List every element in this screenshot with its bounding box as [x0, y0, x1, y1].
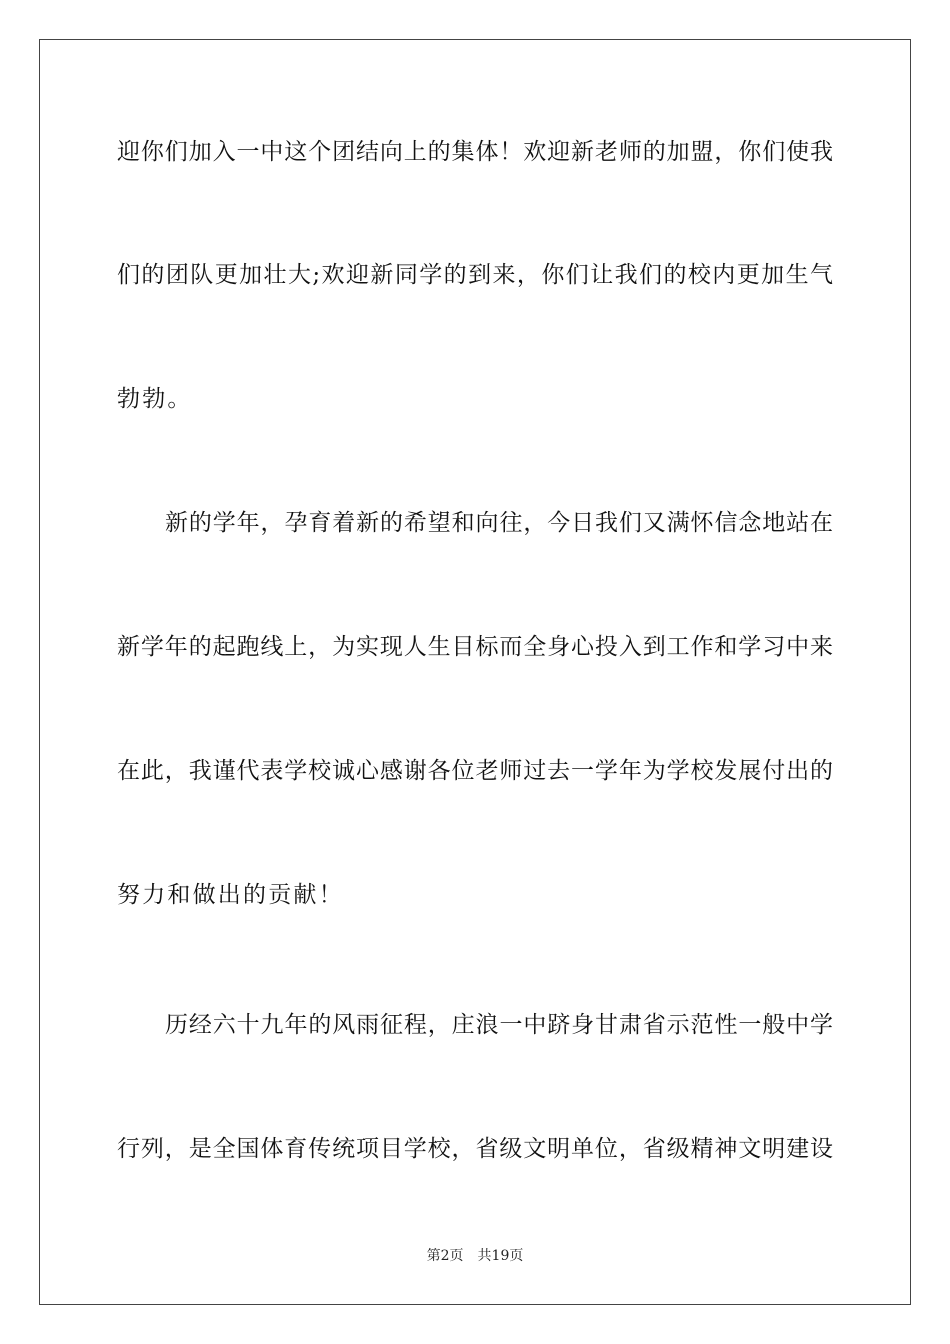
paragraph-line: 历经六十九年的风雨征程，庄浪一中跻身甘肃省示范性一般中学 — [165, 1012, 833, 1038]
paragraph-line: 迎你们加入一中这个团结向上的集体！欢迎新老师的加盟，你们使我 — [117, 139, 833, 165]
page-number: 第2页 — [426, 1248, 464, 1264]
page-total: 共19页 — [477, 1248, 524, 1264]
paragraph-line: 新的学年，孕育着新的希望和向往，今日我们又满怀信念地站在 — [165, 510, 833, 536]
paragraph-line: 努力和做出的贡献！ — [117, 882, 344, 908]
paragraph-line: 在此，我谨代表学校诚心感谢各位老师过去一学年为学校发展付出的 — [117, 758, 833, 784]
paragraph-line: 新学年的起跑线上，为实现人生目标而全身心投入到工作和学习中来 — [117, 634, 833, 660]
paragraph-line: 行列，是全国体育传统项目学校，省级文明单位，省级精神文明建设 — [117, 1136, 833, 1162]
page-footer — [0, 1247, 950, 1265]
paragraph-line: 们的团队更加壮大;欢迎新同学的到来，你们让我们的校内更加生气 — [117, 262, 833, 288]
page-frame — [39, 39, 911, 1305]
paragraph-line: 勃勃。 — [117, 386, 193, 412]
